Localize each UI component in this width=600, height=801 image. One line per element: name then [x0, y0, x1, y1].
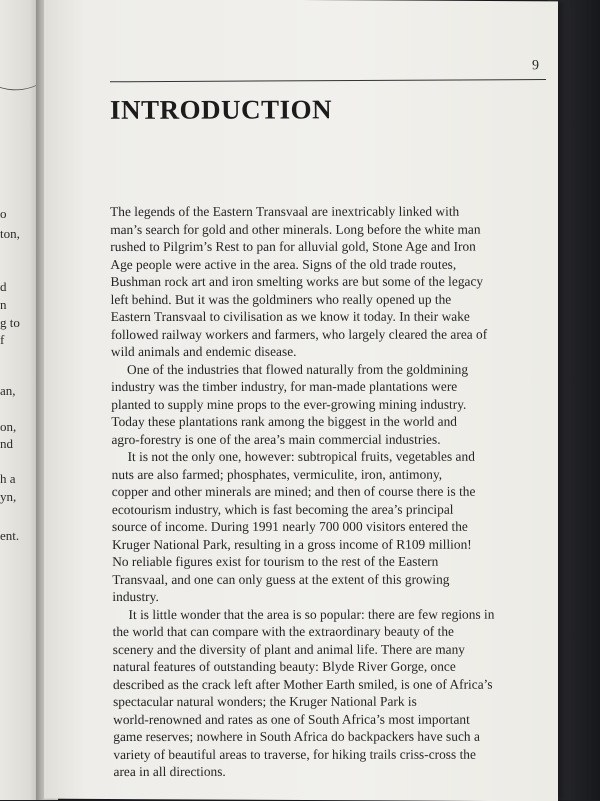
text-line: game reserves; nowhere in South Africa do backpackers have such a [113, 728, 480, 745]
paragraph-4 [112, 605, 553, 780]
text-line: industry. [112, 588, 159, 605]
text-line: followed railway workers and farmers, who largely cleared the area of [110, 326, 488, 342]
page-number: 9 [532, 58, 539, 74]
text-line: One of the industries that flowed naturally from the goldmining [126, 361, 469, 377]
left-page-fragment: ton, [0, 226, 20, 241]
text-line: natural features of outstanding beauty: Blyde River Gorge, once [112, 658, 456, 675]
left-page-fragment: nd [0, 436, 13, 451]
paragraph-1 [110, 203, 551, 361]
left-page-fragment: an, [0, 383, 16, 398]
text-line: Today these plantations rank among the biggest in the world and [111, 413, 458, 430]
left-page-fragment: g to [0, 315, 20, 330]
text-line: Age people were active in the area. Signs of the old trade routes, [110, 256, 457, 272]
text-line: It is little wonder that the area is so popular: there are few regions in [128, 606, 495, 622]
text-line: source of income. During 1991 nearly 700 000 visitors entered the [111, 518, 468, 535]
left-page-fragment: yn, [0, 489, 17, 504]
text-line: planted to supply mine props to the ever-growing mining industry. [111, 396, 467, 412]
paragraph-2 [111, 360, 552, 448]
text-line: man’s search for gold and other minerals. Long before the white man [110, 221, 481, 237]
left-page-fragment: ent. [0, 528, 20, 543]
book-page [44, 0, 558, 801]
text-line: ecotourism industry, which is fast becoming the area’s principal [111, 501, 454, 517]
left-page-fragment: on, [0, 419, 17, 434]
body-text [110, 203, 554, 781]
text-line: industry was the timber industry, for man-made plantations were [111, 378, 458, 395]
left-page-fragment: d [0, 279, 7, 294]
left-page-fragment: o [0, 206, 7, 221]
text-line: nuts are also farmed; phosphates, vermiculite, iron, antimony, [111, 466, 443, 482]
header-rule [110, 79, 546, 82]
text-line: described as the crack left after Mother Earth smiled, is one of Africa’s [112, 676, 493, 692]
paragraph-3 [111, 448, 552, 606]
chapter-title: INTRODUCTION [109, 94, 333, 125]
text-line: copper and other minerals are mined; and then of course there is the [111, 483, 476, 500]
text-line: the world that can compare with the extraordinary beauty of the [112, 623, 455, 640]
left-page-fragment: n [0, 297, 7, 312]
text-line: The legends of the Eastern Transvaal are inextricably linked with [110, 203, 460, 220]
left-page-fragment: h a [0, 471, 16, 486]
text-line: world-renowned and rates as one of South Africa’s most important [113, 711, 470, 727]
text-line: left behind. But it was the goldminers who really opened up the [110, 291, 452, 307]
text-line: Transvaal, and one can only guess at the extent of this growing [112, 571, 450, 587]
text-line: area in all directions. [113, 763, 226, 780]
text-line: No reliable figures exist for tourism to the rest of the Eastern [112, 553, 439, 570]
text-line: spectacular natural wonders; the Kruger National Park is [112, 693, 417, 710]
text-line: Bushman rock art and iron smelting works are but some of the legacy [110, 273, 484, 290]
text-line: scenery and the diversity of plant and animal life. There are many [112, 641, 466, 657]
text-line: rushed to Pilgrim’s Rest to pan for alluvial gold, Stone Age and Iron [110, 238, 476, 255]
text-line: wild animals and endemic disease. [110, 343, 297, 360]
text-line: agro-forestry is one of the area’s main commercial industries. [111, 431, 441, 447]
text-line: Eastern Transvaal to civilisation as we know it today. In their wake [110, 308, 470, 325]
left-page-fragment: f [0, 332, 5, 347]
text-line: variety of beautiful areas to traverse, for hiking trails criss-cross the [113, 746, 476, 762]
text-line: Kruger National Park, resulting in a gross income of R109 million! [112, 536, 472, 552]
text-line: It is not the only one, however: subtropical fruits, vegetables and [127, 448, 475, 464]
